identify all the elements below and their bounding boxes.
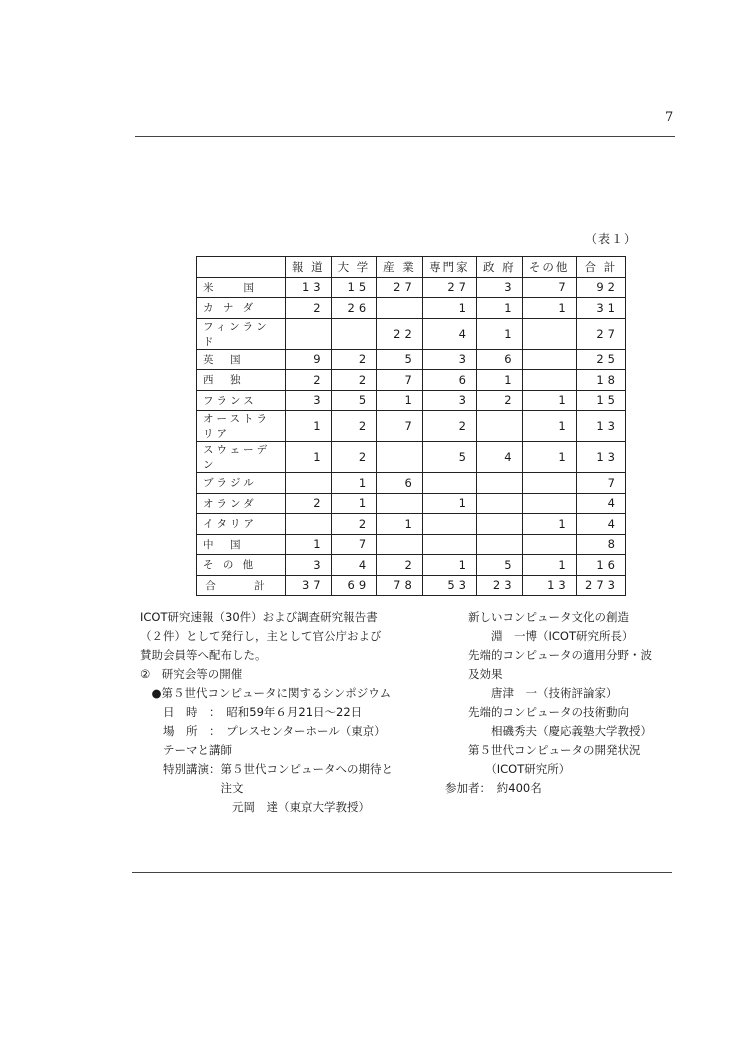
value-cell: 2: [286, 370, 332, 391]
text-line: 元岡 達（東京大学教授）: [140, 800, 370, 814]
value-cell: 8: [576, 534, 625, 555]
value-cell: [522, 349, 576, 370]
table-row: [197, 514, 626, 535]
country-cell: オランダ: [197, 493, 286, 514]
value-cell: 6: [377, 473, 423, 494]
value-cell: [377, 493, 423, 514]
value-cell: 2: [286, 298, 332, 319]
value-cell: 2: [331, 514, 377, 535]
table-label: （表１）: [585, 232, 638, 246]
table-header-row: [197, 257, 626, 278]
value-cell: [422, 534, 476, 555]
value-cell: 1: [522, 442, 576, 473]
text-line: テーマと講師: [140, 743, 232, 757]
value-cell: 7: [377, 411, 423, 442]
text-line: 特別講演：第５世代コンピュータへの期待と: [140, 762, 393, 776]
country-cell: カ ナ ダ: [197, 298, 286, 319]
table-row: [197, 411, 626, 442]
value-cell: 2: [331, 411, 377, 442]
footer-rule: [132, 872, 672, 873]
value-cell: 16: [576, 555, 625, 576]
value-cell: 15: [331, 277, 377, 298]
value-cell: 1: [476, 370, 522, 391]
value-cell: 1: [422, 493, 476, 514]
value-cell: 1: [522, 411, 576, 442]
value-cell: [377, 442, 423, 473]
table-row: [197, 493, 626, 514]
value-cell: 3: [286, 390, 332, 411]
country-cell: スウェーデン: [197, 442, 286, 473]
table-column-header: 大 学: [331, 257, 377, 278]
table-total-row: [197, 575, 626, 596]
table-row: [197, 442, 626, 473]
value-cell: 18: [576, 370, 625, 391]
value-cell: 2: [331, 370, 377, 391]
value-cell: [476, 411, 522, 442]
text-line: 参加者： 約400名: [445, 781, 542, 795]
value-cell: 2: [286, 493, 332, 514]
value-cell: 23: [476, 575, 522, 596]
text-line: 注文: [140, 781, 244, 795]
value-cell: [476, 493, 522, 514]
value-cell: [522, 493, 576, 514]
value-cell: [331, 318, 377, 349]
text-line: 先端的コンピュータの技術動向: [445, 705, 629, 719]
country-cell: オーストラリア: [197, 411, 286, 442]
value-cell: 4: [576, 493, 625, 514]
country-cell: イタリア: [197, 514, 286, 535]
value-cell: 69: [331, 575, 377, 596]
value-cell: [377, 534, 423, 555]
table-column-header: 政 府: [476, 257, 522, 278]
text-line: （ICOT研究所）: [445, 762, 571, 776]
value-cell: 13: [286, 277, 332, 298]
text-line: 日 時 ： 昭和59年６月21日〜22日: [140, 705, 363, 719]
value-cell: [522, 473, 576, 494]
text-line: ICOT研究速報（30件）および調査研究報告書: [140, 610, 378, 624]
country-cell: 合 計: [197, 575, 286, 596]
text-line: 唐津 一（技術評論家）: [445, 686, 618, 700]
value-cell: 4: [476, 442, 522, 473]
value-cell: 92: [576, 277, 625, 298]
value-cell: 31: [576, 298, 625, 319]
value-cell: 78: [377, 575, 423, 596]
text-line: 淵 一博（ICOT研究所長）: [445, 629, 634, 643]
value-cell: 1: [286, 442, 332, 473]
value-cell: [476, 514, 522, 535]
text-line: 及効果: [445, 667, 503, 681]
value-cell: 5: [422, 442, 476, 473]
value-cell: 1: [286, 411, 332, 442]
value-cell: 2: [422, 411, 476, 442]
value-cell: 1: [522, 298, 576, 319]
value-cell: [377, 298, 423, 319]
table-row: [197, 349, 626, 370]
table-column-header: 専門家: [422, 257, 476, 278]
table-corner-cell: [197, 257, 286, 278]
value-cell: [522, 370, 576, 391]
value-cell: 7: [331, 534, 377, 555]
value-cell: 7: [576, 473, 625, 494]
value-cell: 22: [377, 318, 423, 349]
value-cell: [286, 514, 332, 535]
left-column-text: [140, 608, 440, 817]
value-cell: 27: [377, 277, 423, 298]
table-column-header: その他: [522, 257, 576, 278]
value-cell: 6: [476, 349, 522, 370]
value-cell: 13: [522, 575, 576, 596]
country-cell: 米 国: [197, 277, 286, 298]
table-row: [197, 370, 626, 391]
table-row: [197, 473, 626, 494]
value-cell: 3: [422, 349, 476, 370]
table-row: [197, 277, 626, 298]
text-line: 賛助会員等へ配布した。: [140, 648, 267, 662]
value-cell: 1: [422, 298, 476, 319]
value-cell: 1: [476, 318, 522, 349]
country-cell: フィンランド: [197, 318, 286, 349]
value-cell: 13: [576, 442, 625, 473]
value-cell: 2: [331, 442, 377, 473]
page-number: 7: [665, 110, 674, 125]
value-cell: 25: [576, 349, 625, 370]
value-cell: 5: [476, 555, 522, 576]
value-cell: [286, 318, 332, 349]
header-rule: [135, 136, 675, 137]
statistics-table: [196, 256, 626, 596]
value-cell: 1: [331, 473, 377, 494]
value-cell: [286, 473, 332, 494]
value-cell: 9: [286, 349, 332, 370]
country-cell: そ の 他: [197, 555, 286, 576]
value-cell: 53: [422, 575, 476, 596]
value-cell: 1: [422, 555, 476, 576]
table-row: [197, 534, 626, 555]
text-line: 場 所 ： プレスセンターホール（東京）: [140, 724, 386, 738]
value-cell: 2: [331, 349, 377, 370]
value-cell: 7: [522, 277, 576, 298]
value-cell: 27: [576, 318, 625, 349]
value-cell: [522, 318, 576, 349]
value-cell: 3: [286, 555, 332, 576]
country-cell: 英 国: [197, 349, 286, 370]
value-cell: 3: [422, 390, 476, 411]
value-cell: [522, 534, 576, 555]
value-cell: 15: [576, 390, 625, 411]
value-cell: [476, 473, 522, 494]
table-row: [197, 390, 626, 411]
value-cell: 273: [576, 575, 625, 596]
text-line: 相磯秀夫（慶応義塾大学教授）: [445, 724, 652, 738]
value-cell: 1: [286, 534, 332, 555]
value-cell: 1: [331, 493, 377, 514]
value-cell: 4: [331, 555, 377, 576]
text-line: 新しいコンピュータ文化の創造: [445, 610, 629, 624]
value-cell: 26: [331, 298, 377, 319]
value-cell: 7: [377, 370, 423, 391]
value-cell: 2: [476, 390, 522, 411]
value-cell: [422, 514, 476, 535]
table-row: [197, 318, 626, 349]
value-cell: 1: [377, 514, 423, 535]
country-cell: フランス: [197, 390, 286, 411]
country-cell: ブラジル: [197, 473, 286, 494]
text-line: 先端的コンピュータの適用分野・波: [445, 648, 652, 662]
value-cell: 1: [522, 390, 576, 411]
table-row: [197, 555, 626, 576]
value-cell: 1: [522, 514, 576, 535]
table-column-header: 報 道: [286, 257, 332, 278]
table-column-header: 産 業: [377, 257, 423, 278]
value-cell: 2: [377, 555, 423, 576]
table-row: [197, 298, 626, 319]
value-cell: 4: [422, 318, 476, 349]
country-cell: 中 国: [197, 534, 286, 555]
value-cell: 5: [331, 390, 377, 411]
value-cell: 3: [476, 277, 522, 298]
country-cell: 西 独: [197, 370, 286, 391]
text-line: ●第５世代コンピュータに関するシンポジウム: [140, 686, 392, 700]
table-column-header: 合 計: [576, 257, 625, 278]
text-line: ② 研究会等の開催: [140, 667, 243, 681]
value-cell: 4: [576, 514, 625, 535]
text-line: （２件）として発行し，主として官公庁および: [140, 629, 382, 643]
value-cell: 1: [522, 555, 576, 576]
value-cell: 5: [377, 349, 423, 370]
value-cell: 6: [422, 370, 476, 391]
value-cell: [476, 534, 522, 555]
value-cell: 1: [476, 298, 522, 319]
value-cell: [422, 473, 476, 494]
value-cell: 1: [377, 390, 423, 411]
text-line: 第５世代コンピュータの開発状況: [445, 743, 641, 757]
value-cell: 13: [576, 411, 625, 442]
value-cell: 27: [422, 277, 476, 298]
right-column-text: [445, 608, 685, 798]
value-cell: 37: [286, 575, 332, 596]
